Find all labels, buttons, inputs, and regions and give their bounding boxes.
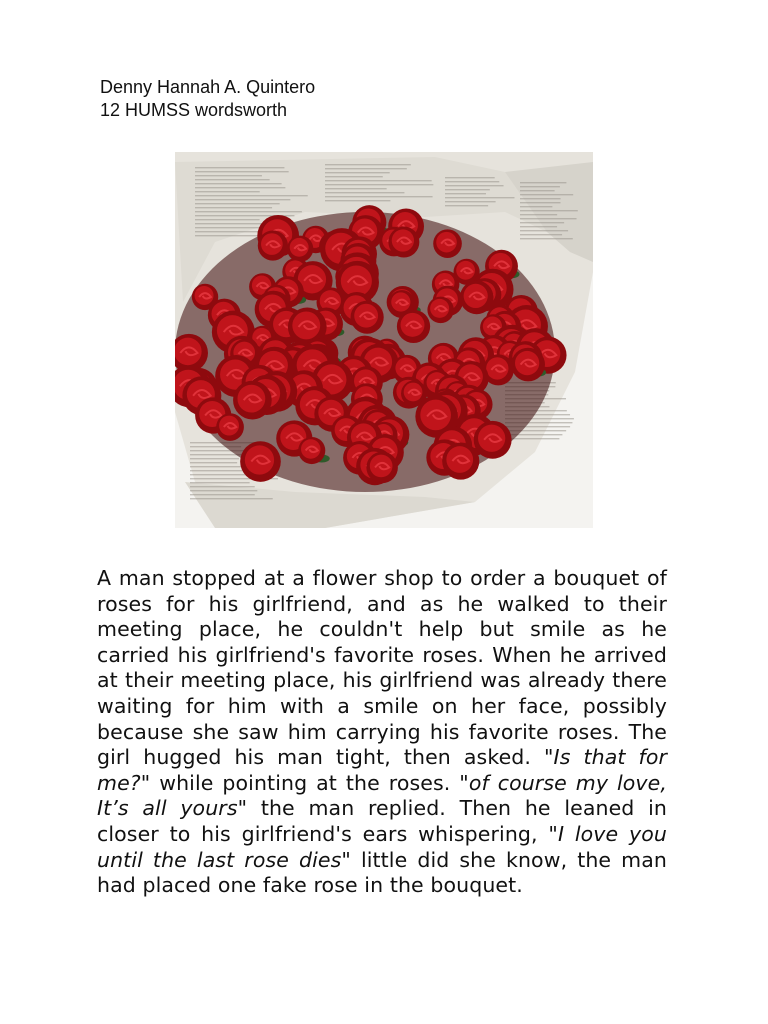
story-text-1: A man stopped at a flower shop to order a bouquet of roses for his girlfriend, and as he walked to their meeting place, he couldn't help but smile as he carried his girlfriend's favorite roses. When he arrived at their meeting place, his girlfriend was already there waiting for him with a smile on her face, possibly because she saw him carrying his favorite roses. The girl hugged his man tight, then asked. " bbox=[97, 566, 667, 770]
story-text-4: " little did she know, the man had placed one fake rose in the bouquet. bbox=[97, 847, 667, 898]
newspaper-text-line bbox=[520, 190, 555, 191]
newspaper-text-line bbox=[445, 193, 486, 194]
class-section: 12 HUMSS wordsworth bbox=[100, 100, 288, 120]
newspaper-text-line bbox=[520, 186, 560, 187]
newspaper-text-line bbox=[325, 200, 390, 201]
newspaper-text-line bbox=[520, 238, 573, 239]
newspaper-text-line bbox=[195, 199, 290, 200]
rose bbox=[366, 452, 397, 483]
story-quote-3: I love you until the last rose dies bbox=[97, 821, 667, 872]
rose bbox=[351, 301, 384, 334]
story-text-2: " while pointing at the roses. " bbox=[140, 770, 469, 795]
newspaper-text-line bbox=[190, 458, 239, 459]
rose bbox=[474, 421, 512, 459]
newspaper-text-line bbox=[325, 180, 432, 181]
newspaper-text-line bbox=[520, 222, 564, 223]
newspaper-text-line bbox=[445, 189, 490, 190]
newspaper-text-line bbox=[445, 205, 488, 206]
newspaper-text-line bbox=[520, 214, 557, 215]
newspaper-text-line bbox=[445, 181, 499, 182]
newspaper-text-line bbox=[520, 230, 568, 231]
newspaper-text-line bbox=[520, 218, 577, 219]
rose bbox=[442, 442, 479, 479]
newspaper-text-line bbox=[190, 490, 257, 491]
rose bbox=[460, 281, 494, 315]
newspaper-text-line bbox=[445, 177, 495, 178]
newspaper-text-line bbox=[325, 172, 390, 173]
newspaper-text-line bbox=[195, 211, 302, 212]
newspaper-text-line bbox=[520, 234, 562, 235]
rose bbox=[216, 413, 244, 441]
newspaper-text-line bbox=[195, 175, 262, 176]
newspaper-text-line bbox=[520, 206, 552, 207]
newspaper-text-line bbox=[195, 167, 284, 168]
rose bbox=[433, 229, 462, 258]
story-text-3: " the man replied. Then he leaned in closer to his girlfriend's ears whispering, " bbox=[97, 796, 667, 846]
newspaper-text-line bbox=[190, 462, 237, 463]
newspaper-text-line bbox=[325, 196, 433, 197]
document-header bbox=[100, 76, 315, 122]
newspaper-text-line bbox=[195, 227, 269, 228]
newspaper-text-line bbox=[520, 226, 557, 227]
newspaper-text-line bbox=[520, 202, 561, 203]
newspaper-text-line bbox=[520, 198, 561, 199]
newspaper-text-line bbox=[325, 176, 383, 177]
newspaper-text-line bbox=[195, 171, 289, 172]
newspaper-text-line bbox=[325, 164, 411, 165]
newspaper-text-line bbox=[190, 482, 250, 483]
newspaper-text-line bbox=[445, 197, 514, 198]
newspaper-text-line bbox=[325, 188, 387, 189]
newspaper-text-line bbox=[195, 179, 270, 180]
newspaper-text-line bbox=[520, 210, 578, 211]
rose bbox=[233, 381, 272, 420]
newspaper-text-line bbox=[195, 191, 260, 192]
newspaper-text-line bbox=[195, 235, 264, 236]
newspaper-text-line bbox=[195, 183, 282, 184]
story-quote-2: of course my love, It’s all yours bbox=[97, 770, 667, 821]
rose bbox=[298, 437, 325, 464]
newspaper-text-line bbox=[325, 192, 404, 193]
newspaper-text-line bbox=[195, 207, 272, 208]
newspaper-text-line bbox=[445, 201, 496, 202]
rose bbox=[388, 227, 419, 258]
rose bbox=[258, 231, 288, 261]
newspaper-text-line bbox=[445, 185, 504, 186]
story-quote-1: Is that for me? bbox=[97, 745, 667, 795]
newspaper-text-line bbox=[520, 182, 566, 183]
newspaper-text-line bbox=[195, 219, 260, 220]
newspaper-text-line bbox=[195, 195, 308, 196]
roses-bouquet-illustration bbox=[175, 152, 593, 528]
rose bbox=[240, 441, 281, 482]
author-name: Denny Hannah A. Quintero bbox=[100, 77, 316, 97]
newspaper-text-line bbox=[190, 498, 273, 499]
story-paragraph bbox=[97, 566, 667, 899]
newspaper-text-line bbox=[195, 203, 280, 204]
newspaper-text-line bbox=[325, 184, 433, 185]
rose bbox=[511, 348, 545, 382]
rose bbox=[287, 236, 313, 262]
newspaper-text-line bbox=[520, 194, 573, 195]
newspaper-text-line bbox=[190, 494, 255, 495]
rose bbox=[427, 297, 453, 323]
newspaper-text-line bbox=[195, 187, 285, 188]
roses-bouquet-photo bbox=[175, 152, 593, 528]
newspaper-text-line bbox=[190, 486, 255, 487]
newspaper-text-line bbox=[325, 168, 407, 169]
rose bbox=[397, 310, 430, 343]
